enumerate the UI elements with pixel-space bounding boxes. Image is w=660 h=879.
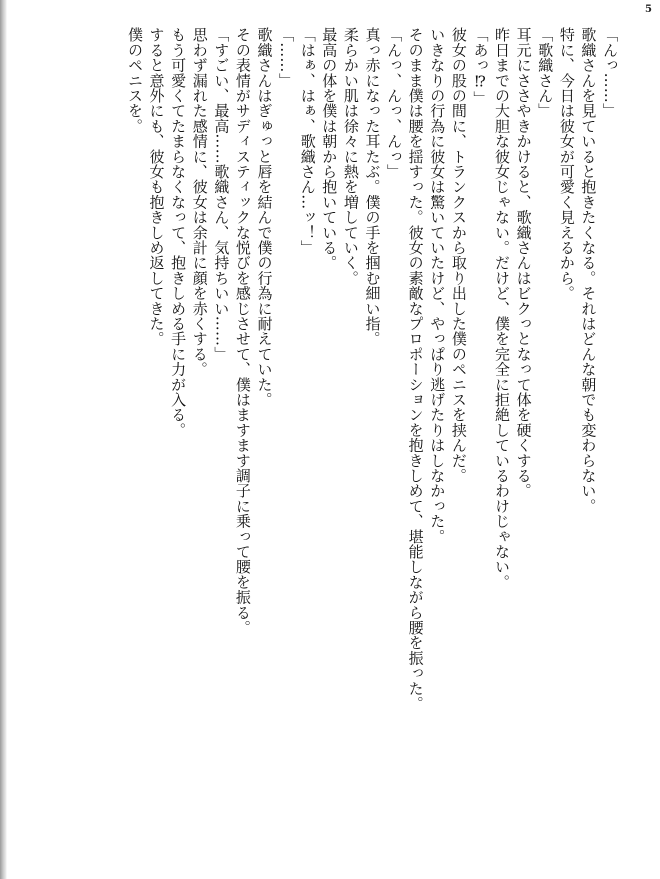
text-line: いきなりの行為に彼女は驚いていたけど、やっぱり逃げたりはしなかった。 xyxy=(428,27,447,544)
page-edge-shadow xyxy=(0,0,7,879)
text-line: 「はぁ、はぁ、歌織さん…ッ！」 xyxy=(298,27,317,255)
text-line: 柔らかい肌は徐々に熱を増していく。 xyxy=(341,27,360,286)
text-line: 「歌織さん」 xyxy=(536,27,555,119)
text-line: 「すごい、最高……歌織さん、気持ちいい……」 xyxy=(212,27,231,362)
text-line: 「んっ、んっ、んっ」 xyxy=(385,27,404,179)
text-line: 「……」 xyxy=(277,27,296,88)
text-line: その表情がサディスティックな悦びを感じさせて、僕はますます調子に乗って腰を振る。 xyxy=(233,27,252,635)
text-line: そのまま僕は腰を揺すった。彼女の素敵なプロポーションを抱きしめて、堪能しながら腰を振った。 xyxy=(406,27,425,711)
text-line: 彼女の股の間に、トランクスから取り出した僕のペニスを挟んだ。 xyxy=(449,27,468,483)
text-line: 「んっ……」 xyxy=(601,27,619,119)
text-line: 耳元にささやきかけると、歌織さんはビクっとなって体を硬くする。 xyxy=(514,27,533,499)
vertical-text-body xyxy=(40,27,620,872)
text-line: 真っ赤になった耳たぶ。僕の手を掴む細い指。 xyxy=(363,27,382,347)
text-line: 僕のペニスを。 xyxy=(125,27,144,134)
text-line: 最高の体を僕は朝から抱いている。 xyxy=(320,27,339,271)
text-line: 思わず漏れた感情に、彼女は余計に顔を赤くする。 xyxy=(190,27,209,377)
text-line: 歌織さんはぎゅっと唇を結んで僕の行為に耐えていた。 xyxy=(255,27,274,407)
text-line: 「あっ⁉」 xyxy=(471,27,490,106)
text-line: 歌織さんを見ていると抱きたくなる。それはどんな朝でも変わらない。 xyxy=(579,27,598,514)
text-line: すると意外にも、彼女も抱きしめ返してきた。 xyxy=(147,27,166,347)
page-number: 5 xyxy=(645,4,652,15)
text-line: もう可愛くてたまらなくなって、抱きしめる手に力が入る。 xyxy=(169,27,188,438)
text-line: 昨日までの大胆な彼女じゃない。だけど、僕を完全に拒絶しているわけじゃない。 xyxy=(493,27,512,590)
text-line: 特に、今日は彼女が可愛く見えるから。 xyxy=(557,27,576,301)
